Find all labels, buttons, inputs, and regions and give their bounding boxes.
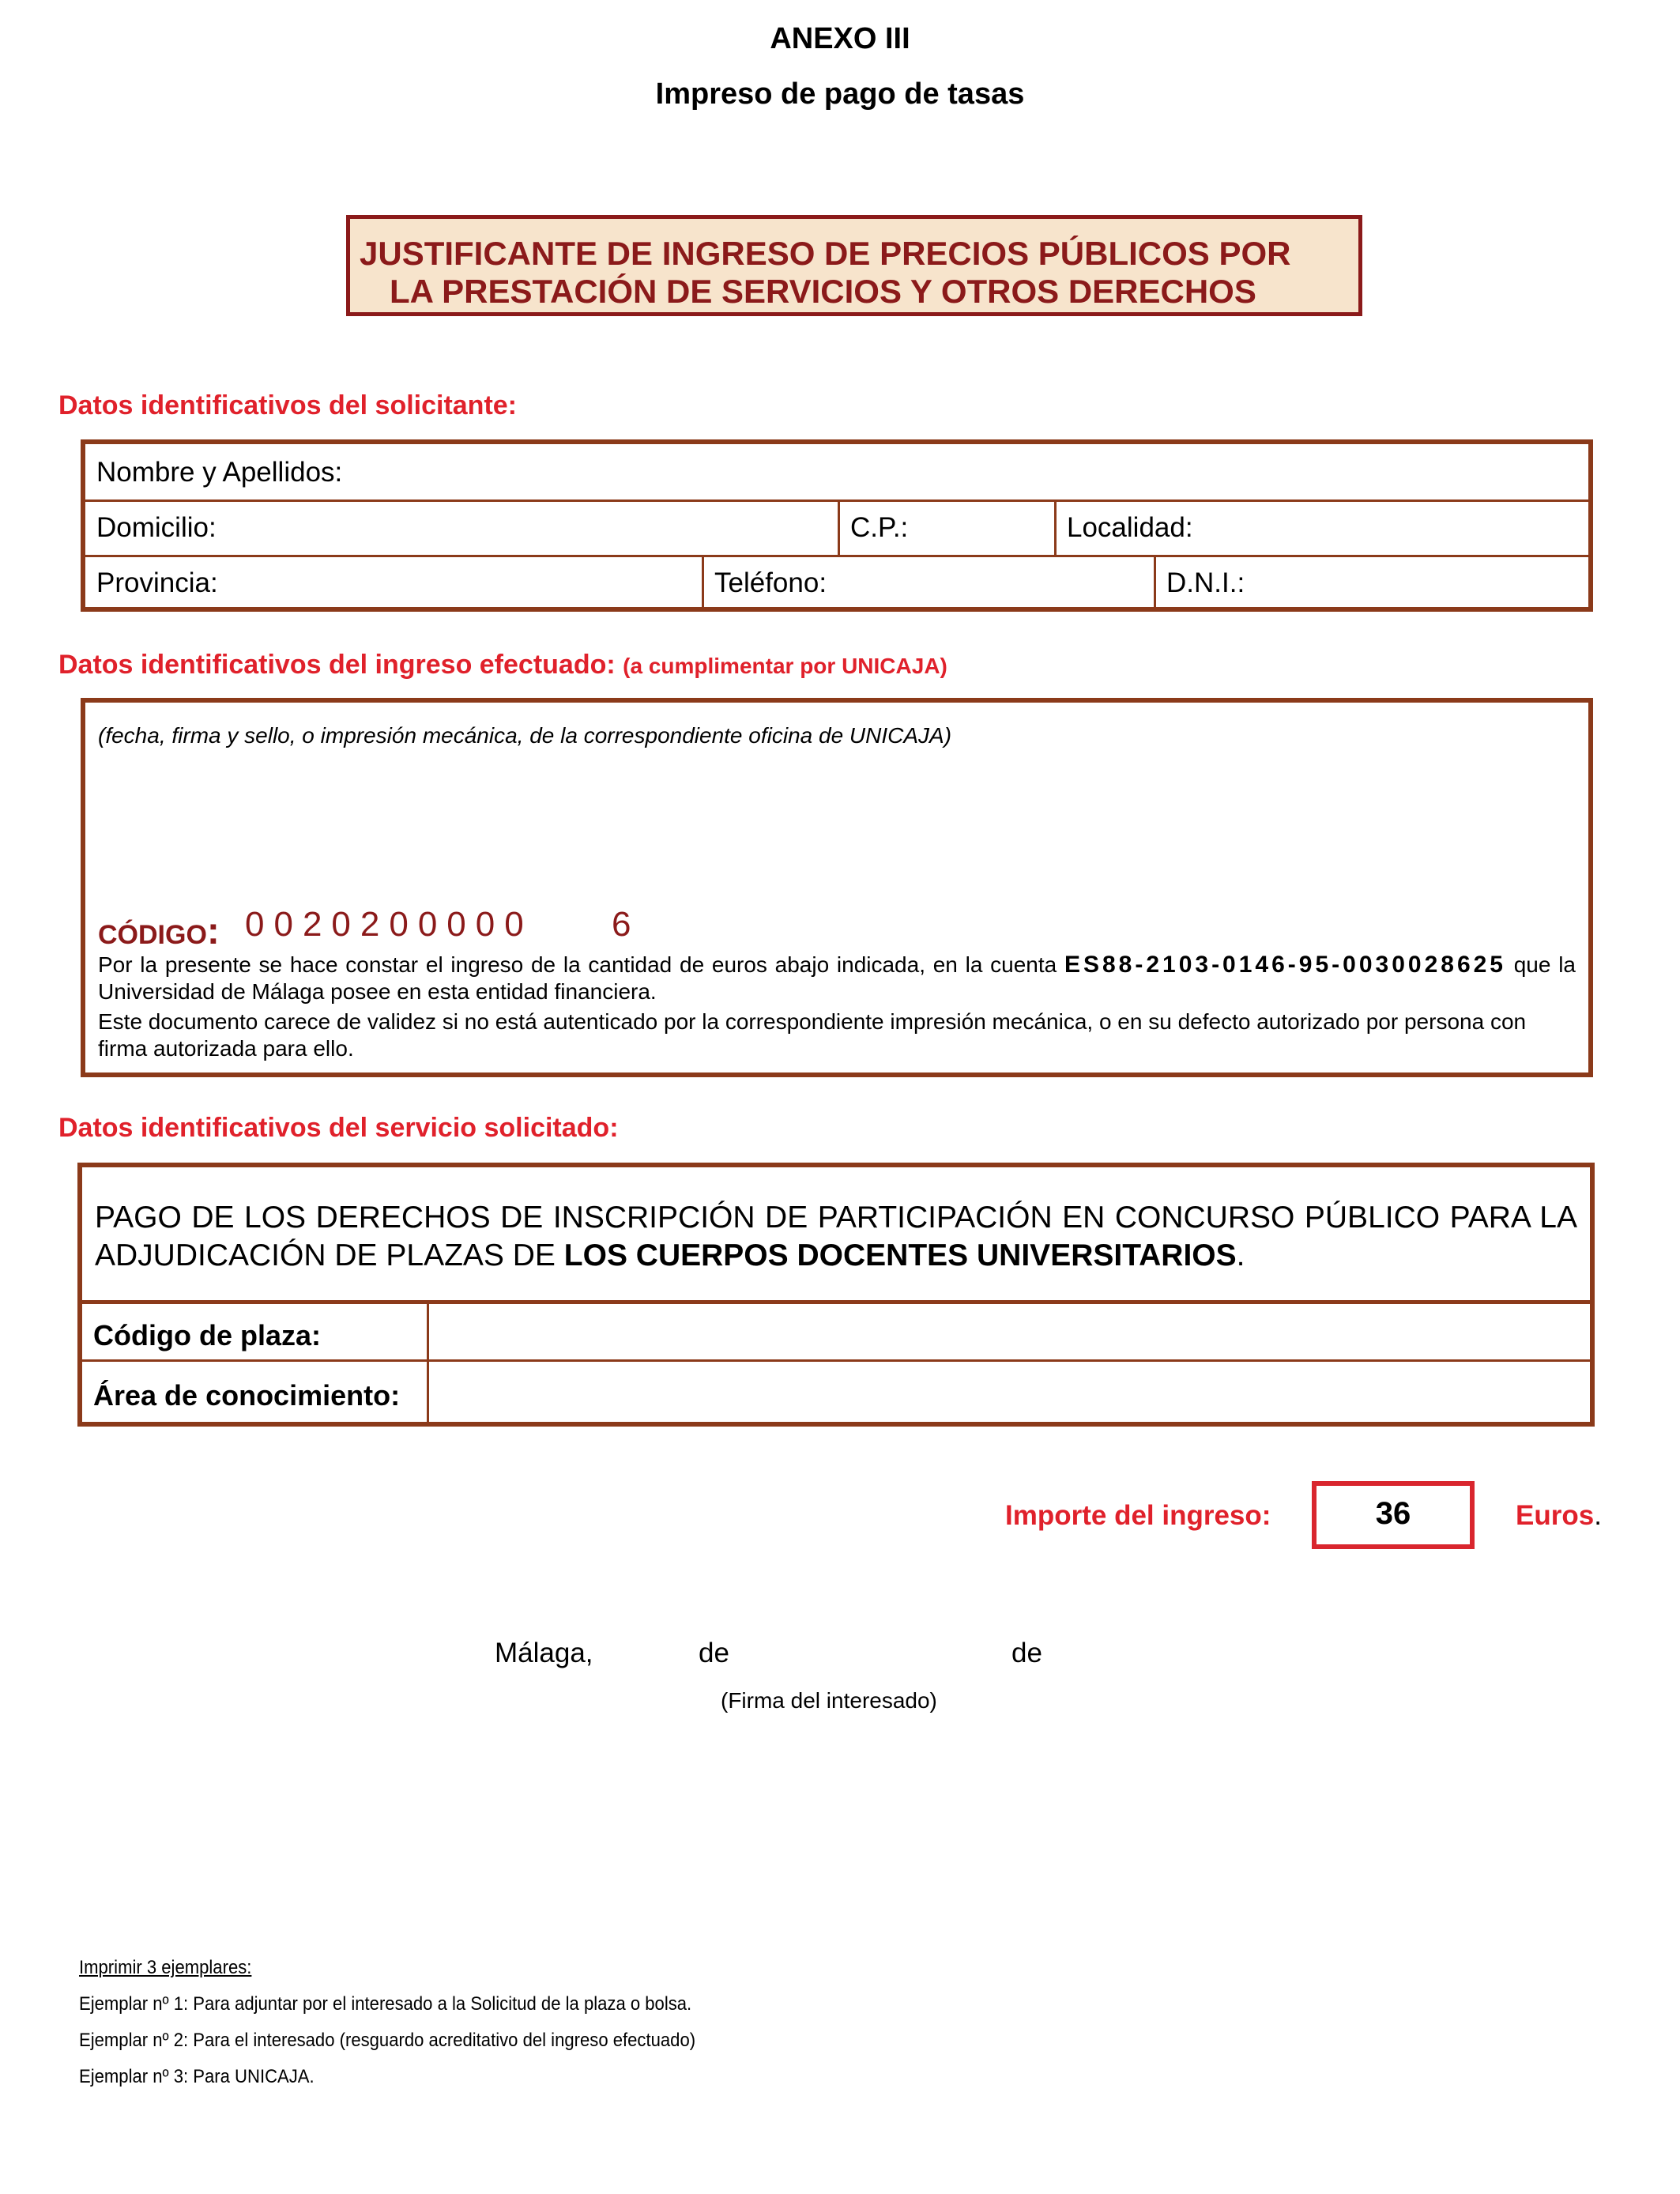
row-divider xyxy=(85,555,1588,557)
field-dni[interactable]: D.N.I.: xyxy=(1166,567,1245,598)
area-conocimiento-label: Área de conocimiento: xyxy=(93,1379,401,1412)
solicitante-table xyxy=(81,439,1593,612)
footer-item: Ejemplar nº 3: Para UNICAJA. xyxy=(79,2066,315,2087)
justificante-line-1: JUSTIFICANTE DE INGRESO DE PRECIOS PÚBLICOS POR xyxy=(360,235,1291,272)
field-cp[interactable]: C.P.: xyxy=(850,512,909,543)
city-label: Málaga, xyxy=(495,1638,593,1668)
codigo-plaza-label: Código de plaza: xyxy=(93,1319,321,1351)
area-conocimiento-field[interactable] xyxy=(430,1362,1585,1422)
importe-currency xyxy=(1516,1500,1602,1532)
footer-item: Ejemplar nº 2: Para el interesado (resguardo acreditativo del ingreso efectuado) xyxy=(79,2030,696,2051)
currency-period: . xyxy=(1594,1500,1602,1531)
annex-title: ANEXO III xyxy=(770,22,910,55)
ingreso-text-post: que la Universidad de Málaga posee en esta entidad financiera. xyxy=(98,952,1576,1004)
field-provincia[interactable]: Provincia: xyxy=(96,567,218,598)
account-number: ES88-2103-0146-95-0030028625 xyxy=(1064,952,1506,978)
section-heading-ingreso xyxy=(58,650,947,680)
ingreso-heading-text: Datos identificativos del ingreso efectuado: xyxy=(58,650,616,680)
firma-label: (Firma del interesado) xyxy=(721,1688,937,1713)
codigo-plaza-field[interactable] xyxy=(430,1304,1585,1359)
importe-label: Importe del ingreso: xyxy=(1005,1500,1271,1531)
footer-title: Imprimir 3 ejemplares: xyxy=(79,1957,252,1978)
column-divider xyxy=(1154,555,1156,607)
servicio-text-pre: PAGO DE LOS DERECHOS DE INSCRIPCIÓN DE PARTICIPACIÓN EN CONCURSO PÚBLICO PARA LA ADJUDICACIÓN DE PLAZAS DE xyxy=(95,1201,1577,1272)
field-telefono[interactable]: Teléfono: xyxy=(714,567,827,598)
currency-label: Euros xyxy=(1516,1500,1595,1531)
footer-item: Ejemplar nº 1: Para adjuntar por el interesado a la Solicitud de la plaza o bolsa. xyxy=(79,1993,692,2015)
field-localidad[interactable]: Localidad: xyxy=(1067,512,1193,543)
codigo-check-digit: 6 xyxy=(612,905,631,944)
section-heading-solicitante: Datos identificativos del solicitante: xyxy=(58,390,518,420)
servicio-table xyxy=(77,1163,1595,1427)
page-subtitle: Impreso de pago de tasas xyxy=(655,77,1025,111)
ingreso-heading-note: (a cumplimentar por UNICAJA) xyxy=(623,654,947,678)
ingreso-box xyxy=(81,698,1593,1077)
column-divider xyxy=(1054,499,1057,555)
importe-value: 36 xyxy=(1375,1496,1411,1531)
date-de-1: de xyxy=(699,1638,729,1668)
servicio-description xyxy=(95,1199,1577,1275)
validez-paragraph: Este documento carece de validez si no está autenticado por la correspondiente impresión mecánica, o en su defecto autorizado por persona con firma autorizada para ello. xyxy=(98,1009,1527,1061)
codigo-colon: : xyxy=(206,910,220,952)
codigo-label-text: CÓDIGO xyxy=(98,920,207,950)
date-de-2: de xyxy=(1011,1638,1042,1668)
ingreso-paragraph xyxy=(98,952,1576,1005)
field-domicilio[interactable]: Domicilio: xyxy=(96,512,217,543)
justificante-banner xyxy=(346,215,1362,316)
section-heading-servicio: Datos identificativos del servicio solicitado: xyxy=(58,1113,619,1143)
column-divider xyxy=(838,499,840,555)
field-nombre[interactable]: Nombre y Apellidos: xyxy=(96,457,343,488)
column-divider xyxy=(702,555,704,607)
codigo-label xyxy=(98,910,220,953)
ingreso-note: (fecha, firma y sello, o impresión mecánica, de la correspondiente oficina de UNICAJA) xyxy=(98,723,952,748)
servicio-text-end: . xyxy=(1236,1238,1245,1272)
justificante-line-2: LA PRESTACIÓN DE SERVICIOS Y OTROS DERECHOS xyxy=(390,273,1256,310)
importe-value-box xyxy=(1312,1481,1475,1549)
codigo-digits: 0020200000 xyxy=(245,905,533,944)
servicio-text-bold: LOS CUERPOS DOCENTES UNIVERSITARIOS xyxy=(563,1238,1237,1272)
ingreso-text-pre: Por la presente se hace constar el ingreso de la cantidad de euros abajo indicada, en la cuenta xyxy=(98,952,1064,977)
row-divider xyxy=(85,499,1588,502)
